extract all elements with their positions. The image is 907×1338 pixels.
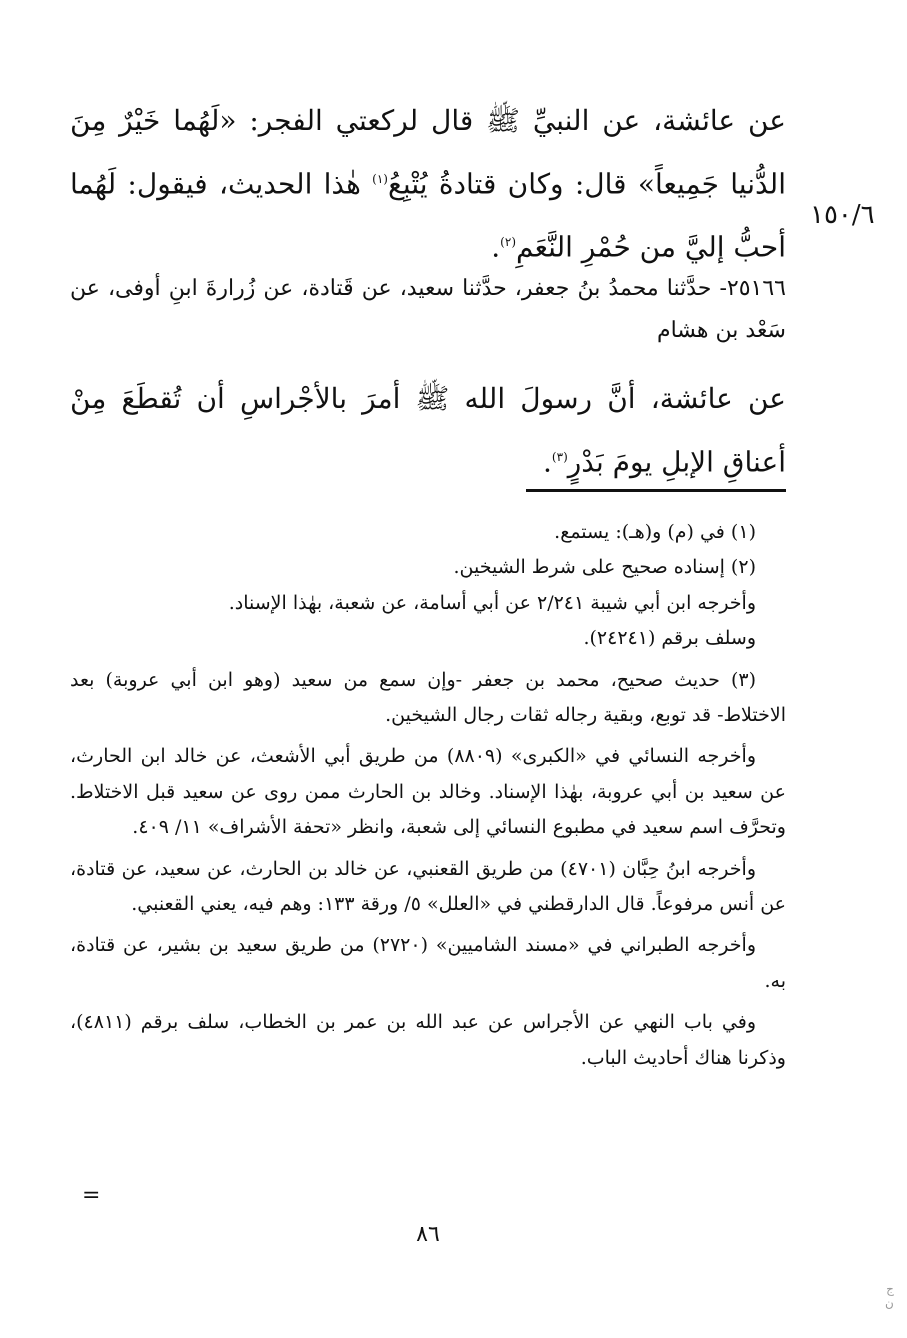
footnote-separator xyxy=(526,489,786,492)
hadith-1-matn-end: . xyxy=(491,230,501,264)
footnote-ref-1: (١) xyxy=(372,172,388,186)
footnote-ref-3: (٣) xyxy=(551,450,568,464)
continuation-mark: = xyxy=(82,1183,101,1208)
footnote-3-source-ibn-hibban: وأخرجه ابنُ حِبَّان (٤٧٠١) من طريق القعنبي، عن خالد بن الحارث، عن سعيد، عن قتادة، عن أنس مرفوعاً. قال الدارقطني في «العلل» ٥/ ورقة ١٣٣: وهم فيه، يعني القعنبي. xyxy=(70,857,786,916)
footnote-2-reference: وسلف برقم (٢٤٢٤١). xyxy=(583,627,756,650)
footnote-3: (٣) حديث صحيح، محمد بن جعفر -وإن سمع من سعيد (وهو ابن أبي عروبة) بعد الاختلاط- قد توبع، وبقية رجاله ثقات رجال الشيخين. xyxy=(70,668,786,727)
hadith-2-matn-end: . xyxy=(543,445,552,479)
hadith-2-matn-start: عن عائشة، أنَّ رسولَ الله ﷺ أمرَ بالأجْراسِ أن تُقطَعَ مِنْ أعناقِ الإبلِ يومَ بَدْرٍ xyxy=(70,382,786,479)
footnote-1: (١) في (م) و(هـ): يستمع. xyxy=(554,521,756,543)
footnote-3-chapter-note: وفي باب النهي عن الأجراس عن عبد الله بن عمر بن الخطاب، سلف برقم (٤٨١١)، وذكرنا هناك أحاديث الباب. xyxy=(70,1011,786,1069)
hadith-1-matn-start: عن عائشة، عن النبيِّ ﷺ قال لركعتي الفجر: «لَهُما خَيْرٌ مِنَ الدُّنيا جَمِيعاً» قال: وكان قتادةُ يُتْبِعُ xyxy=(70,104,786,201)
volume-page-reference: ١٥٠/٦ xyxy=(810,200,875,230)
footnote-2-source: وأخرجه ابن أبي شيبة ٢/٢٤١ عن أبي أسامة، عن شعبة، بهٰذا الإسناد. xyxy=(228,591,756,614)
hadith-isnad-2: ٢٥١٦٦- حدَّثنا محمدُ بنُ جعفر، حدَّثنا سعيد، عن قَتادة، عن زُرارةَ ابنِ أوفى، عن سَعْد بن هشام xyxy=(70,276,786,343)
hadith-text-2 xyxy=(70,370,786,491)
footnote-2: (٢) إسناده صحيح على شرط الشيخين. xyxy=(453,556,756,579)
footnote-3-source-nasai: وأخرجه النسائي في «الكبرى» (٨٨٠٩) من طريق أبي الأشعث، عن خالد ابن الحارث، عن سعيد بن أبي عروبة، بهٰذا الإسناد. وخالد بن الحارث ممن روى عن سعيد قبل الاختلاط. وتحرَّف اسم سعيد في مطبوع النسائي إلى شعبة، وانظر «تحفة الأشراف» ١١/ ٤٠٩. xyxy=(70,745,786,839)
page-number: ٨٦ xyxy=(416,1222,440,1247)
footnote-ref-2: (٢) xyxy=(500,235,516,250)
page-body xyxy=(70,0,786,1338)
footnotes xyxy=(70,515,786,1076)
hadith-1-matn-middle: هٰذا الحديث، فيقول: لَهُما أحبُّ إليَّ من حُمْرِ النَّعَمِ xyxy=(70,167,786,264)
hadith-text-1 xyxy=(70,92,786,277)
footnote-3-source-tabarani: وأخرجه الطبراني في «مسند الشاميين» (٢٧٢٠) من طريق سعيد بن بشير، عن قتادة، به. xyxy=(70,934,786,992)
scan-edge-marks: ج ن xyxy=(885,1282,894,1310)
